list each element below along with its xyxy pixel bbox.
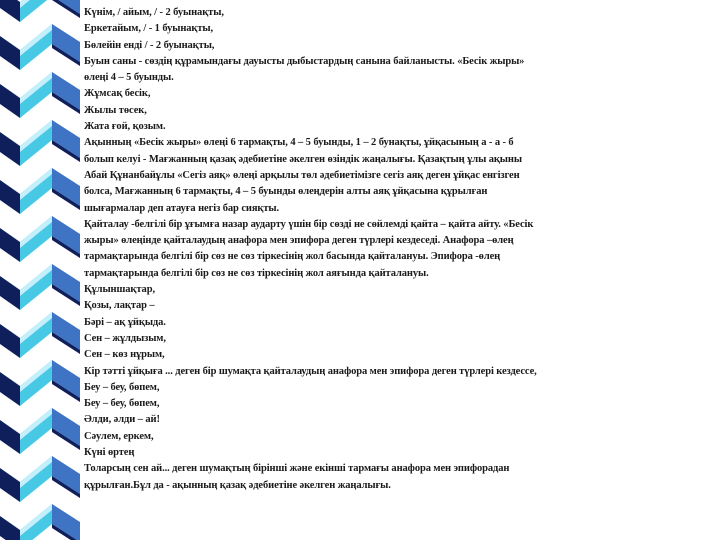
text-line: Ақынның «Бесік жыры» өлеңі 6 тармақты, 4 – 5 буынды, 1 – 2 бунақты, ұйқасының а - а - б — [84, 137, 514, 149]
text-line: жыры» өлеңінде қайталаудың анафора мен эпифора деген түрлері кездеседі. Анафора –өлең — [84, 235, 514, 247]
text-line: Жата ғой, қозым. — [84, 121, 166, 133]
text-line: Беу – беу, бөпем, — [84, 381, 160, 393]
ribbon-dark-segment — [0, 84, 20, 118]
ribbon-dark-segment — [0, 468, 20, 502]
text-line: Құлыншақтар, — [84, 284, 155, 296]
text-line: тармақтарында белгілі бір сөз не сөз тіркесінің жол басында қайталануы. Эпифора -өлең — [84, 251, 501, 263]
text-line: Буын саны - сөздің құрамындағы дауысты дыбыстардың санына байланысты. «Бесік жыры» — [84, 55, 525, 67]
ribbon-dark-segment — [0, 276, 20, 310]
ribbon-dark-segment — [0, 36, 20, 70]
text-line: өлеңі 4 – 5 буынды. — [84, 72, 174, 84]
text-line: Кір тәтті ұйқыға ... деген бір шумақта қайталаудың анафора мен эпифора деген түрлері кездессе, — [84, 365, 537, 377]
text-line: Бөлейін енді / - 2 буынақты, — [84, 39, 215, 51]
text-line: Әлди, әлди – ай! — [84, 414, 160, 426]
text-line: Толарсың сен ай... деген шумақтың бірінші және екінші тармағы анафора мен эпифорадан — [84, 463, 510, 475]
text-line: Абай Құнанбайұлы «Сегіз аяқ» өлеңі арқылы төл әдебиетімізге сегіз аяқ деген ұйқас енгізген — [84, 169, 520, 181]
text-line: Бәрі – ақ ұйқыда. — [84, 316, 166, 328]
text-line: Жылы төсек, — [84, 104, 147, 116]
text-line: Сәулем, еркем, — [84, 430, 154, 442]
text-line: болып келуі - Мағжанның қазақ әдебиетіне әкелген өзіндік жаңалығы. Қазақтың ұлы ақыны — [84, 153, 522, 165]
decorative-ribbon-border — [0, 0, 80, 540]
text-line: Жұмсақ бесік, — [84, 88, 151, 100]
text-line: Сен – көз нұрым, — [84, 349, 165, 361]
text-line: Қозы, лақтар – — [84, 300, 155, 312]
text-line: Қайталау -белгілі бір ұғымға назар аударту үшін бір сөзді не сөйлемді қайта – қайта айту. «Бесік — [84, 218, 534, 230]
ribbon-dark-segment — [0, 324, 20, 358]
ribbon-dark-segment — [0, 132, 20, 166]
ribbon-dark-segment — [0, 372, 20, 406]
ribbon-graphic — [0, 0, 80, 540]
text-line: Күні өртең — [84, 447, 135, 459]
text-line: шығармалар деп атауға негіз бар сияқты. — [84, 202, 280, 214]
text-line: Сен – жұлдызым, — [84, 332, 166, 344]
slide-body-text — [84, 5, 716, 494]
ribbon-dark-segment — [0, 180, 20, 214]
text-line: құрылған.Бұл да - ақынның қазақ әдебиетіне әкелген жаңалығы. — [84, 479, 391, 491]
ribbon-dark-segment — [0, 0, 20, 22]
ribbon-dark-segment — [0, 420, 20, 454]
text-line: болса, Мағжанның 6 тармақты, 4 – 5 буынды өлеңдерін алты аяқ ұйқасына құрылған — [84, 186, 488, 198]
text-line: Еркетайым, / - 1 буынақты, — [84, 23, 214, 35]
text-line: Беу – беу, бөпем, — [84, 398, 160, 410]
ribbon-dark-segment — [0, 228, 20, 262]
ribbon-dark-segment — [0, 516, 20, 540]
text-line: Күнім, / айым, / - 2 буынақты, — [84, 7, 224, 18]
text-line: тармақтарында белгілі бір сөз не сөз тіркесінің жол аяғында қайталануы. — [84, 267, 429, 279]
